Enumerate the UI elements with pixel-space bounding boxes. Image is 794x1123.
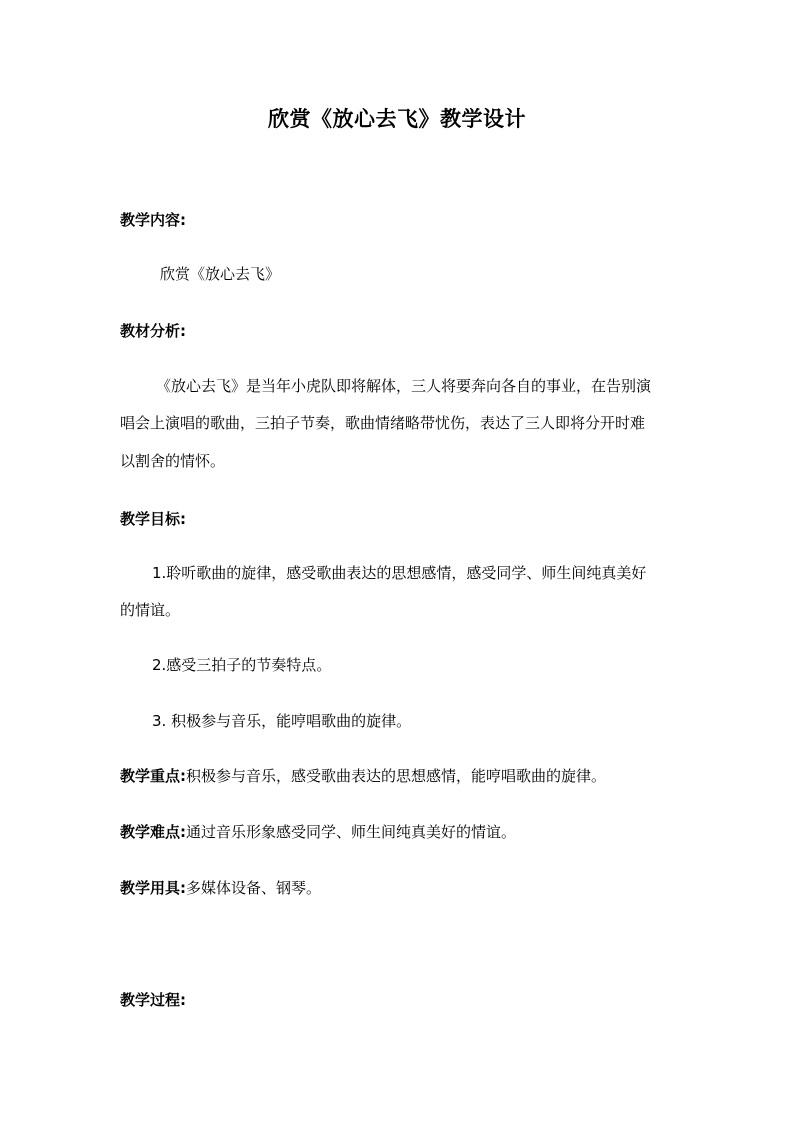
key-point-label: 教学重点: bbox=[120, 767, 186, 785]
tools-label: 教学用具: bbox=[120, 879, 186, 897]
difficulty-text: 通过音乐形象感受同学、师生间纯真美好的情谊。 bbox=[186, 823, 517, 841]
analysis-line-3: 以割舍的情怀。 bbox=[120, 452, 226, 470]
goals-heading: 教学目标: bbox=[120, 510, 186, 528]
goal-1-line-1: 1.聆听歌曲的旋律，感受歌曲表达的思想感情，感受同学、师生间纯真美好 bbox=[152, 564, 647, 582]
analysis-heading: 教材分析: bbox=[120, 322, 186, 340]
key-point-row bbox=[120, 764, 680, 788]
goal-1-line-2: 的情谊。 bbox=[120, 601, 181, 619]
tools-row bbox=[120, 876, 680, 900]
goal-3: 3. 积极参与音乐，能哼唱歌曲的旋律。 bbox=[152, 712, 412, 730]
document-title: 欣赏《放心去飞》教学设计 bbox=[268, 106, 526, 131]
difficulty-label: 教学难点: bbox=[120, 823, 186, 841]
goal-2: 2.感受三拍子的节奏特点。 bbox=[152, 656, 332, 674]
analysis-line-2: 唱会上演唱的歌曲，三拍子节奏，歌曲情绪略带忧伤，表达了三人即将分开时难 bbox=[120, 414, 646, 432]
difficulty-row bbox=[120, 820, 680, 844]
analysis-line-1: 《放心去飞》是当年小虎队即将解体，三人将要奔向各自的事业，在告别演 bbox=[156, 377, 652, 395]
content-heading: 教学内容: bbox=[120, 211, 186, 229]
key-point-text: 积极参与音乐，感受歌曲表达的思想感情，能哼唱歌曲的旋律。 bbox=[186, 767, 607, 785]
tools-text: 多媒体设备、钢琴。 bbox=[186, 879, 322, 897]
content-text: 欣赏《放心去飞》 bbox=[160, 265, 281, 283]
process-heading: 教学过程: bbox=[120, 991, 186, 1009]
